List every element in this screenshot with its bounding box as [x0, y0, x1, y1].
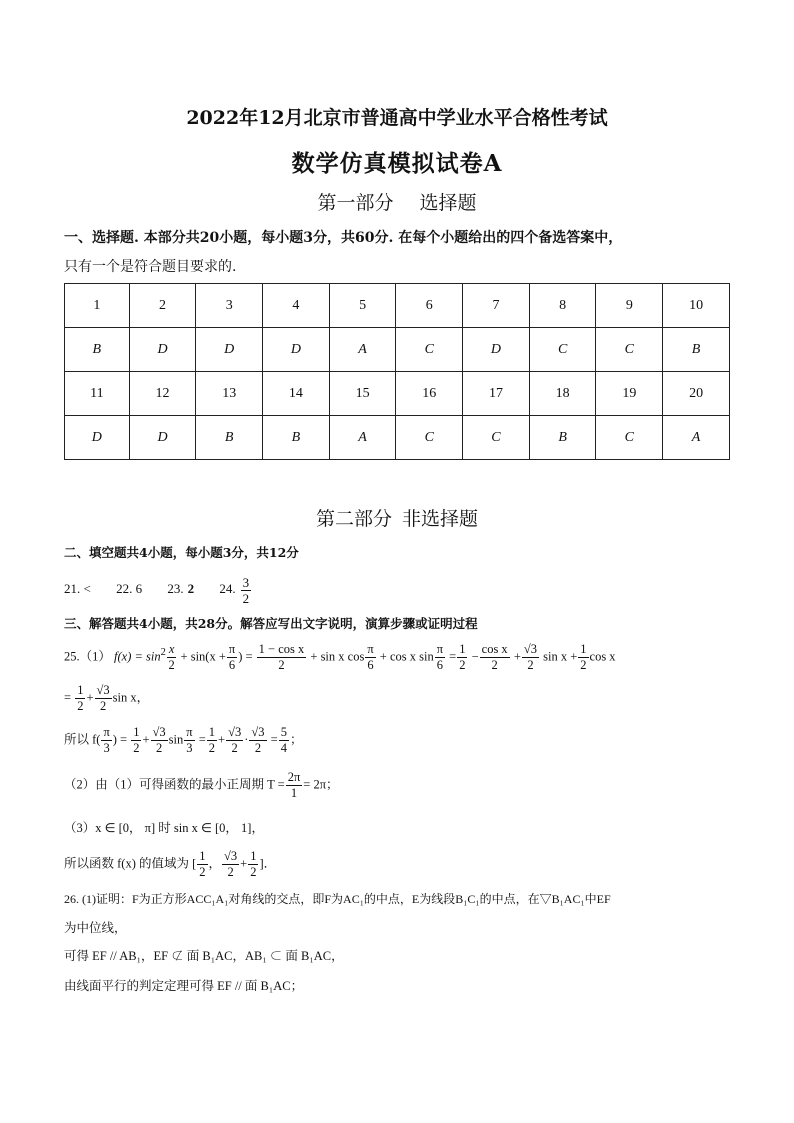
part2-heading: 第二部分 非选择题	[315, 508, 479, 530]
table-cell: C	[529, 328, 596, 372]
q26-line4: 由线面平行的判定定理可得 EF // 面 B₁AC；	[64, 979, 304, 993]
table-cell: B	[263, 416, 330, 460]
table-row-numbers-2	[65, 372, 730, 416]
table-cell: D	[463, 328, 530, 372]
q25-line2: = $\frac{1}{2}$ + $\frac{√3}{2}$ sin x，	[64, 683, 150, 713]
table-cell: 4	[263, 284, 330, 328]
q26-line2: 为中位线，	[64, 921, 127, 935]
table-cell: 16	[396, 372, 463, 416]
q26-line1: 26. (1)证明：F为正方形ACC₁A₁对角线的交点，即F为AC₁的中点，E为线段B₁C₁的中点，在▽B₁AC₁中EF	[64, 892, 611, 906]
table-cell: 11	[65, 372, 130, 416]
table-cell: B	[196, 416, 263, 460]
table-cell: 3	[196, 284, 263, 328]
q25-line1: 25.（1） $f(x) = \sin^2$ $\frac{x}{2}$ + sin(x + $\frac{\pi}{6}$ ) = $\frac{\text{1 − cos x}}{2}$ + sin x cos $\frac{\pi}{6}$ + cos x sin $\frac{\pi}{6}$ = $\frac{1}{2}$ − $\frac{\text{cos x}}{2}$ + $\frac{√3}{2}$ sin x + $\frac{1}{2}$ cos x	[64, 642, 616, 672]
table-cell: 6	[396, 284, 463, 328]
table-cell: 18	[529, 372, 596, 416]
table-cell: D	[65, 416, 130, 460]
answer-table	[64, 283, 730, 460]
table-cell: A	[663, 416, 730, 460]
table-cell: D	[263, 328, 330, 372]
table-cell: 13	[196, 372, 263, 416]
table-cell: B	[529, 416, 596, 460]
fill-blank-answers	[64, 575, 317, 606]
solution-heading: 三、解答题共4小题，共28分。解答应写出文字说明，演算步骤或证明过程	[64, 616, 478, 631]
fraction: $\frac{3}{2}$	[242, 575, 250, 606]
table-cell: 17	[463, 372, 530, 416]
q25-part3: （3）x ∈ [0， π] 时 sin x ∈ [0， 1]，	[64, 821, 264, 835]
table-row-answers-2	[65, 416, 730, 460]
table-cell: D	[129, 328, 196, 372]
table-cell: B	[65, 328, 130, 372]
table-cell: 8	[529, 284, 596, 328]
table-cell: A	[329, 416, 396, 460]
table-cell: B	[663, 328, 730, 372]
table-cell: 10	[663, 284, 730, 328]
table-row-answers-1	[65, 328, 730, 372]
table-cell: C	[396, 328, 463, 372]
q25-line3: 所以 f( $\frac{\pi}{3}$ ) = $\frac{1}{2}$ + $\frac{√3}{2}$ sin $\frac{\pi}{3}$ = $\frac{1}{2}$ + $\frac{√3}{2}$ · $\frac{√3}{2}$ = $\frac{5}{4}$ ；	[64, 725, 303, 755]
q25-part2: （2）由（1）可得函数的最小正周期 T = $\frac{2\pi}{1}$ = 2π；	[64, 770, 339, 800]
answer-24: 24. $\frac{3}{2}$	[219, 581, 295, 596]
table-cell: 9	[596, 284, 663, 328]
table-cell: D	[129, 416, 196, 460]
table-cell: A	[329, 328, 396, 372]
table-cell: 20	[663, 372, 730, 416]
table-cell: 12	[129, 372, 196, 416]
exam-title: 2022年12月北京市普通高中学业水平合格性考试	[186, 107, 608, 129]
table-cell: C	[463, 416, 530, 460]
exam-subtitle: 数学仿真模拟试卷A	[291, 150, 503, 177]
table-cell: C	[596, 328, 663, 372]
answer-23: 23. 2	[167, 581, 195, 597]
table-cell: 15	[329, 372, 396, 416]
choice-instruction-line1: 一、选择题. 本部分共20小题，每小题3分，共60分. 在每个小题给出的四个备选答案中，	[64, 230, 623, 246]
q25-range: 所以函数 f(x) 的值域为 [ $\frac{1}{2}$ ， $\frac{√3}{2}$ + $\frac{1}{2}$ ]．	[64, 849, 277, 879]
table-cell: 14	[263, 372, 330, 416]
choice-instruction-line2: 只有一个是符合题目要求的.	[64, 259, 237, 275]
table-row-numbers-1	[65, 284, 730, 328]
q26-line3: 可得 EF // AB₁，EF ⊄ 面 B₁AC，AB₁ ⊂ 面 B₁AC，	[64, 949, 344, 963]
table-cell: 5	[329, 284, 396, 328]
fill-blank-heading: 二、填空题共4小题，每小题3分，共12分	[64, 545, 299, 560]
answer-22: 22. 6	[116, 581, 143, 597]
table-cell: 19	[596, 372, 663, 416]
table-cell: C	[596, 416, 663, 460]
table-cell: D	[196, 328, 263, 372]
table-cell: 7	[463, 284, 530, 328]
table-cell: 1	[65, 284, 130, 328]
table-cell: C	[396, 416, 463, 460]
answer-21: 21. <	[64, 581, 91, 597]
part1-heading: 第一部分 选择题	[317, 192, 477, 214]
table-cell: 2	[129, 284, 196, 328]
